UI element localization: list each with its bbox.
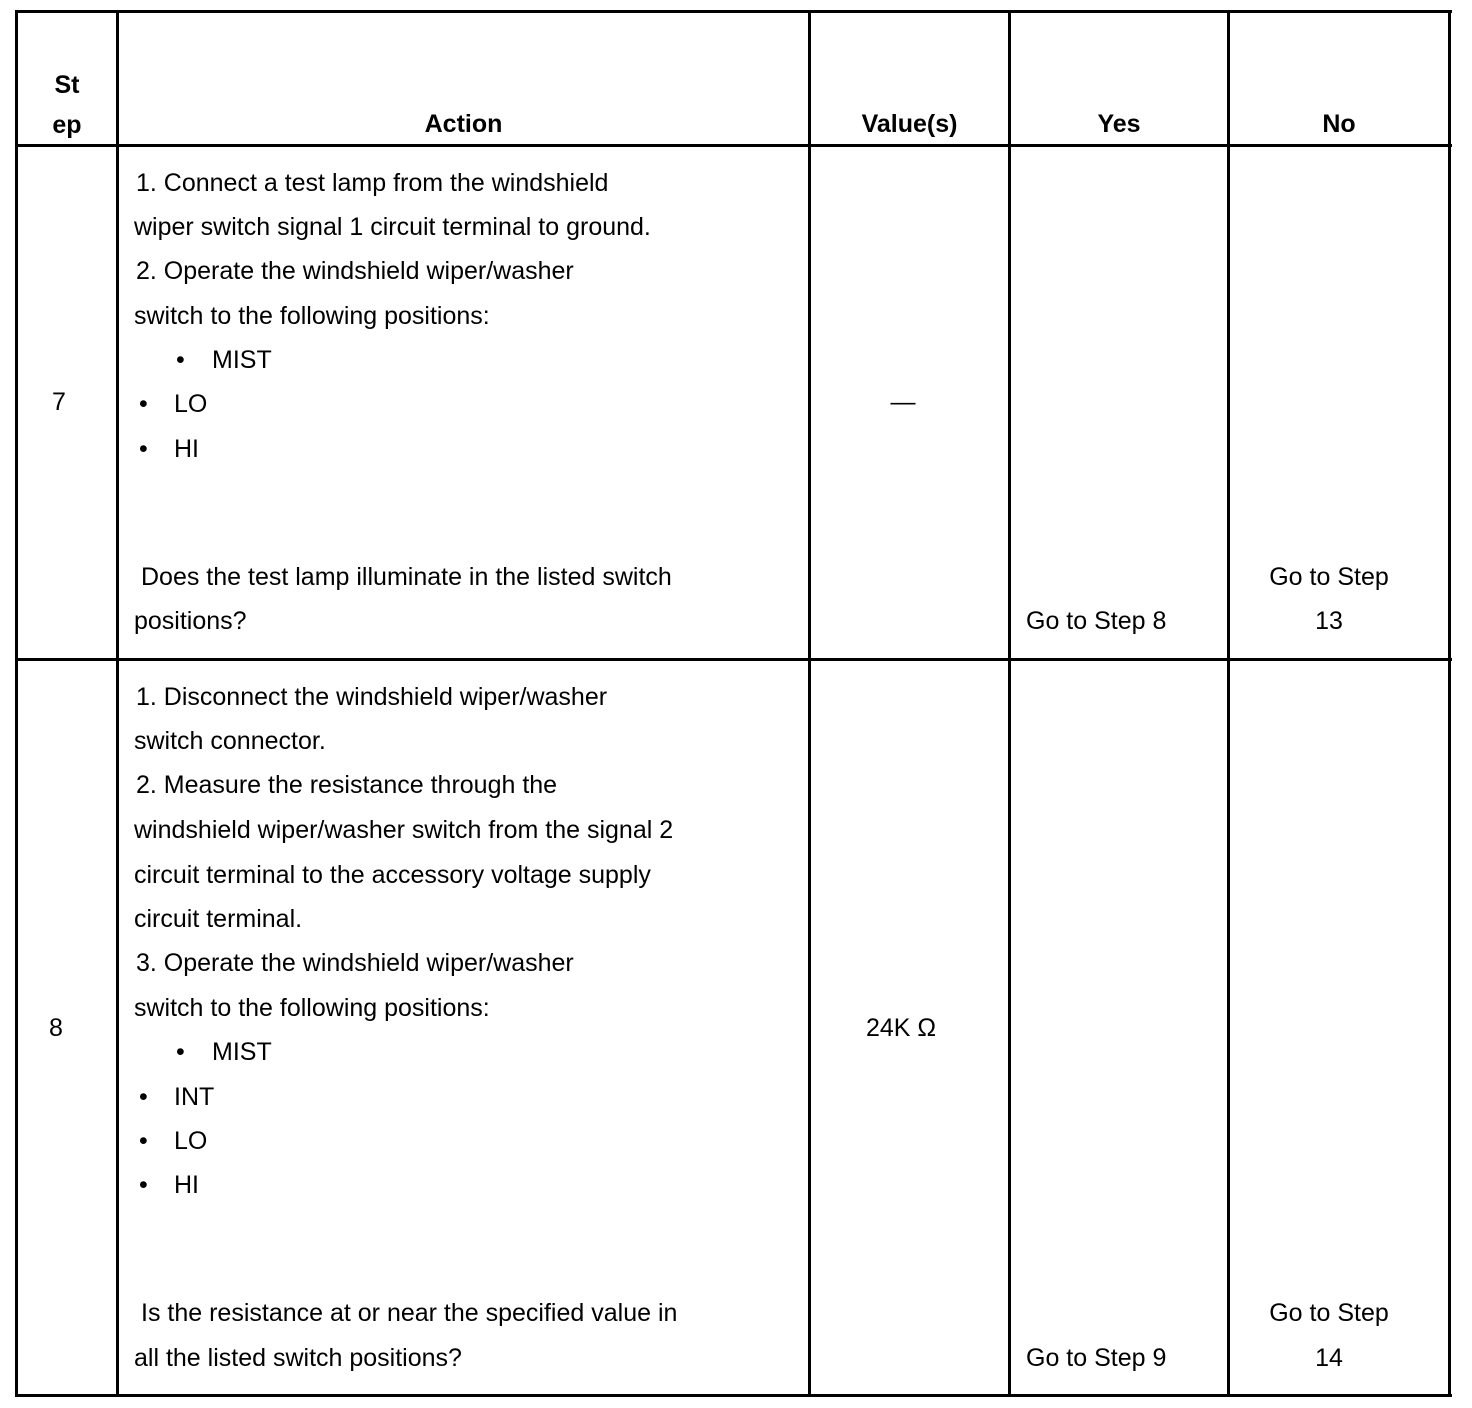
row-8-action-line4: windshield wiper/washer switch from the signal 2 bbox=[134, 816, 674, 844]
row-7-value: — bbox=[890, 388, 916, 416]
row-8-no-line1: Go to Step bbox=[1269, 1299, 1389, 1327]
row-8-step: 8 bbox=[49, 1014, 63, 1042]
row-7-bullet-hi-dot: • bbox=[139, 435, 148, 463]
row-8-bullet-hi: HI bbox=[174, 1171, 199, 1199]
header-action: Action bbox=[424, 110, 503, 138]
column-divider-values bbox=[1008, 10, 1011, 1397]
row-8-bullet-lo-dot: • bbox=[139, 1127, 148, 1155]
row-8-no-line2: 14 bbox=[1315, 1344, 1343, 1372]
row-7-bullet-mist: MIST bbox=[212, 346, 272, 374]
row-8-action-line3: 2. Measure the resistance through the bbox=[136, 771, 558, 799]
row-8-action-line2: switch connector. bbox=[134, 727, 326, 755]
row-7-bullet-hi: HI bbox=[174, 435, 199, 463]
row-7-bullet-lo-dot: • bbox=[139, 390, 148, 418]
column-divider-step bbox=[116, 10, 119, 1397]
header-divider bbox=[15, 144, 1452, 147]
row-8-action-line6: circuit terminal. bbox=[134, 905, 303, 933]
row-7-no-line1: Go to Step bbox=[1269, 563, 1389, 591]
row-8-bullet-int: INT bbox=[174, 1083, 215, 1111]
row-7-question-line2: positions? bbox=[134, 607, 247, 635]
row-8-action-line7: 3. Operate the windshield wiper/washer bbox=[136, 949, 574, 977]
row-divider bbox=[15, 658, 1452, 661]
row-7-action-line3: 2. Operate the windshield wiper/washer bbox=[136, 257, 574, 285]
table-border-top bbox=[15, 10, 1452, 13]
row-8-question-line1: Is the resistance at or near the specified value in bbox=[141, 1299, 678, 1327]
row-8-value: 24K Ω bbox=[865, 1014, 937, 1042]
column-divider-action bbox=[808, 10, 811, 1397]
row-8-bullet-hi-dot: • bbox=[139, 1171, 148, 1199]
header-values: Value(s) bbox=[861, 110, 958, 138]
row-8-bullet-lo: LO bbox=[174, 1127, 208, 1155]
row-7-bullet-lo: LO bbox=[174, 390, 208, 418]
row-7-question-line1: Does the test lamp illuminate in the listed switch bbox=[141, 563, 672, 591]
header-step-line2: ep bbox=[52, 111, 82, 139]
row-7-no-line2: 13 bbox=[1315, 607, 1343, 635]
row-8-action-line5: circuit terminal to the accessory voltage supply bbox=[134, 861, 651, 889]
row-8-action-line8: switch to the following positions: bbox=[134, 994, 490, 1022]
row-8-bullet-mist-dot: • bbox=[176, 1038, 185, 1066]
table-border-right bbox=[1448, 10, 1451, 1397]
header-step bbox=[18, 65, 116, 145]
header-yes: Yes bbox=[1097, 110, 1141, 138]
column-divider-yes bbox=[1227, 10, 1230, 1397]
row-7-action-line2: wiper switch signal 1 circuit terminal to ground. bbox=[134, 213, 651, 241]
row-8-yes: Go to Step 9 bbox=[1026, 1344, 1167, 1372]
table-border-left bbox=[15, 10, 18, 1397]
row-7-bullet-mist-dot: • bbox=[176, 346, 185, 374]
table-border-bottom bbox=[15, 1394, 1452, 1397]
row-8-question-line2: all the listed switch positions? bbox=[134, 1344, 462, 1372]
row-7-action-line1: 1. Connect a test lamp from the windshield bbox=[136, 169, 609, 197]
row-8-action-line1: 1. Disconnect the windshield wiper/washer bbox=[136, 683, 608, 711]
row-7-action-line4: switch to the following positions: bbox=[134, 302, 490, 330]
header-step-line1: St bbox=[54, 71, 80, 99]
row-8-bullet-mist: MIST bbox=[212, 1038, 272, 1066]
header-no: No bbox=[1322, 110, 1356, 138]
row-7-yes: Go to Step 8 bbox=[1026, 607, 1167, 635]
row-8-bullet-int-dot: • bbox=[139, 1083, 148, 1111]
row-7-step: 7 bbox=[52, 388, 66, 416]
